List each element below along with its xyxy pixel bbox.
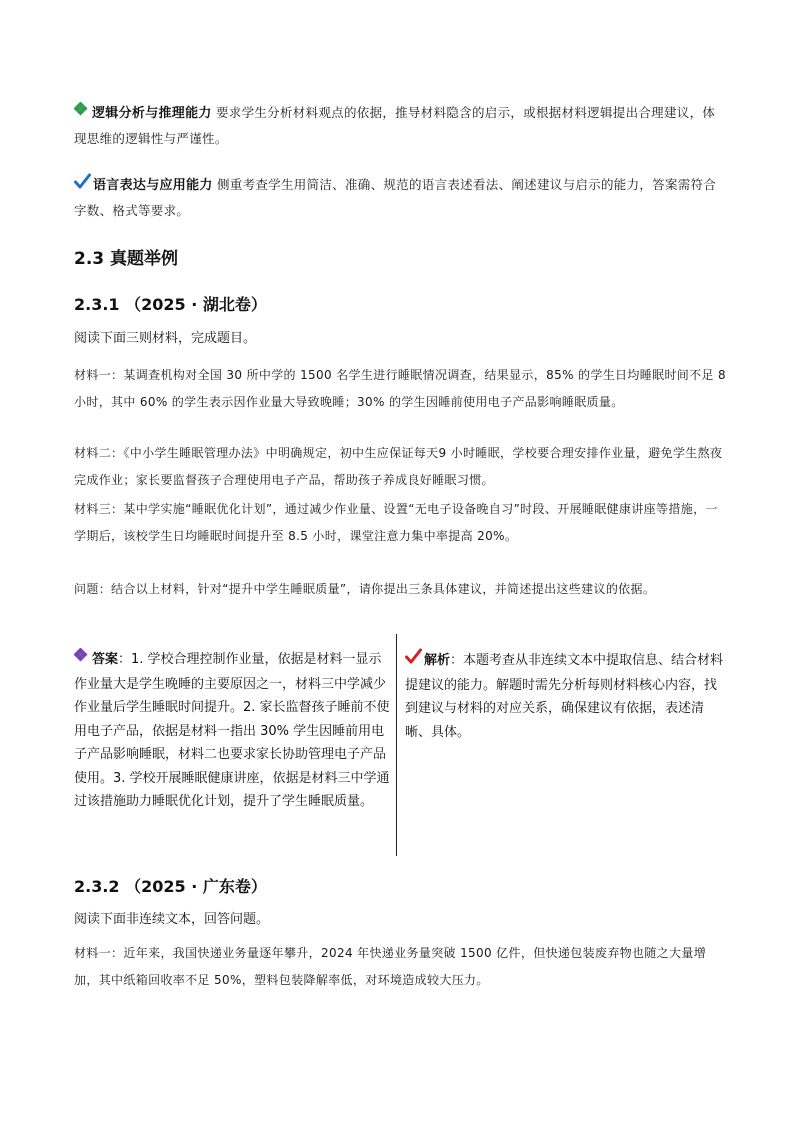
answer-analysis-table xyxy=(74,634,726,856)
answer-cell xyxy=(74,648,390,814)
answer-text: ：1. 学校合理控制作业量，依据是材料一显示作业量大是学生晚睡的主要原因之一，材料三中学减少作业量后学生睡眠时间提升。2. 家长监督孩子睡前不使用电子产品，依据是材料一指出 30% 学生因睡前用电子产品影响睡眠，材料二也要求家长协助管理电子产品使用。3. 学校开展睡眠健康讲座，依据是材料三中学通过该措施助力睡眠优化计划，提升了学生睡眠质量。 xyxy=(74,652,390,809)
ability-logic-title: 逻辑分析与推理能力 xyxy=(92,106,212,121)
q2-material-1: 材料一：近年来，我国快递业务量逐年攀升，2024 年快递业务量突破 1500 亿件，但快递包装废弃物也随之大量增加，其中纸箱回收率不足 50%，塑料包装降解率低，对环境造成较大压力。 xyxy=(74,946,707,987)
q2-instruction: 阅读下面非连续文本，回答问题。 xyxy=(74,912,270,927)
analysis-text: ：本题考查从非连续文本中提取信息、结合材料提建议的能力。解题时需先分析每则材料核心内容，找到建议与材料的对应关系，确保建议有依据，表述清晰、具体。 xyxy=(405,653,724,740)
checkmark-red-icon xyxy=(405,648,422,674)
q1-heading: 2.3.1 （2025 · 湖北卷） xyxy=(74,295,267,314)
analysis-label: 解析 xyxy=(424,653,451,668)
column-divider xyxy=(396,634,397,856)
ability-language-paragraph xyxy=(74,172,726,223)
ability-language-text: 侧重考查学生用简洁、准确、规范的语言表述看法、阐述建议与启示的能力，答案需符合字数、格式等要求。 xyxy=(74,177,717,218)
q1-instruction: 阅读下面三则材料，完成题目。 xyxy=(74,331,257,346)
ability-logic-paragraph xyxy=(74,100,726,151)
q1-material-1: 材料一：某调查机构对全国 30 所中学的 1500 名学生进行睡眠情况调查，结果显示，85% 的学生日均睡眠时间不足 8 小时，其中 60% 的学生表示因作业量大导致晚睡；30% 的学生因睡前使用电子产品影响睡眠质量。 xyxy=(74,368,727,409)
answer-label: 答案 xyxy=(92,652,119,667)
ability-logic-text: 要求学生分析材料观点的依据，推导材料隐含的启示，或根据材料逻辑提出合理建议，体现思维的逻辑性与严谨性。 xyxy=(74,105,716,146)
checkmark-blue-icon xyxy=(74,173,91,198)
q2-heading: 2.3.2 （2025 · 广东卷） xyxy=(74,877,267,896)
analysis-cell xyxy=(405,648,726,744)
q1-question: 问题：结合以上材料，针对“提升中学生睡眠质量”，请你提出三条具体建议，并简述提出这些建议的依据。 xyxy=(74,582,656,596)
diamond-green-icon xyxy=(74,101,90,126)
q1-material-3: 材料三：某中学实施“睡眠优化计划”，通过减少作业量、设置“无电子设备晚自习”时段、开展睡眠健康讲座等措施，一学期后，该校学生日均睡眠时间提升至 8.5 小时，课堂注意力集中率提高 20%。 xyxy=(74,502,718,543)
diamond-purple-icon xyxy=(74,648,90,673)
ability-language-title: 语言表达与应用能力 xyxy=(93,178,213,193)
section-title: 2.3 真题举例 xyxy=(74,249,179,269)
q1-material-2: 材料二：《中小学生睡眠管理办法》中明确规定，初中生应保证每天9 小时睡眠，学校要合理安排作业量，避免学生熬夜完成作业；家长要监督孩子合理使用电子产品，帮助孩子养成良好睡眠习惯。 xyxy=(74,446,723,487)
